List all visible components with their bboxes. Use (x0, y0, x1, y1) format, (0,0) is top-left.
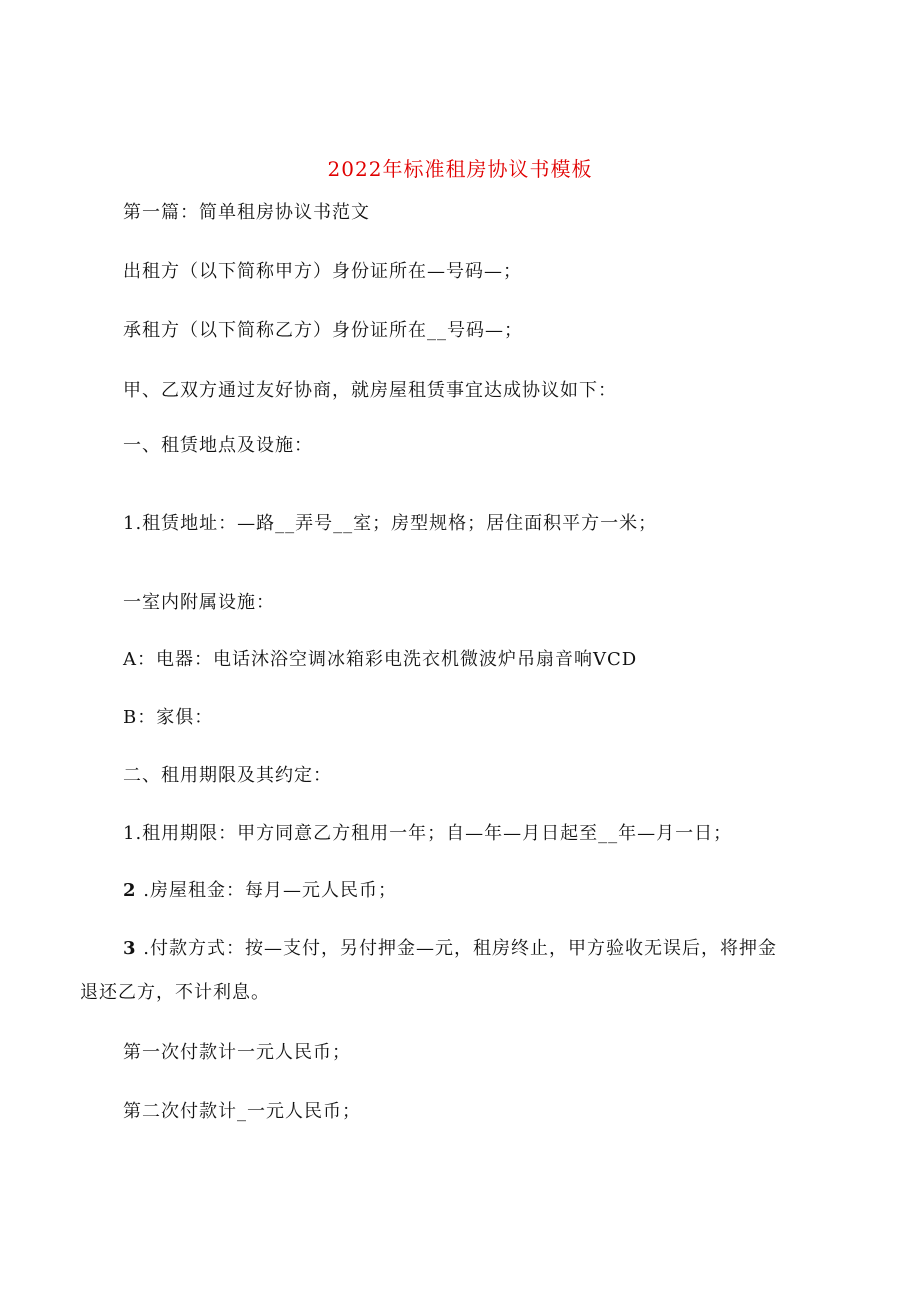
first-payment-line: 第一次付款计一元人民币； (123, 1042, 351, 1063)
appliances-line: A：电器：电话沐浴空调冰箱彩电洗衣机微波炉吊扇音响VCD (123, 649, 638, 670)
lessor-line: 出租方（以下简称甲方）身份证所在—号码—； (123, 261, 522, 282)
agreement-intro: 甲、乙双方通过友好协商，就房屋租赁事宜达成协议如下： (123, 380, 617, 401)
document-title: 2022年标准租房协议书模板 (327, 157, 593, 181)
facilities-heading: 一室内附属设施： (123, 592, 275, 613)
payment-method-line (123, 936, 777, 962)
item-number: 2 (123, 880, 137, 901)
second-payment-line: 第二次付款计_一元人民币； (123, 1101, 361, 1122)
payment-text: 付款方式：按—支付，另付押金—元，租房终止，甲方验收无误后，将押金 (149, 938, 777, 959)
item-dot: . (136, 938, 150, 959)
rental-address: 1.租赁地址：—路__弄号__室；房型规格；居住面积平方一米； (123, 513, 658, 534)
item-number: 3 (123, 938, 137, 959)
lease-term-line: 1.租用期限：甲方同意乙方租用一年；自—年—月日起至__年—月一日； (123, 823, 733, 844)
clause-2-heading: 二、租用期限及其约定： (123, 765, 332, 786)
lessee-line: 承租方（以下简称乙方）身份证所在__号码—； (123, 320, 523, 341)
item-dot: . (136, 880, 150, 901)
rent-line (123, 878, 397, 904)
payment-continuation: 退还乙方，不计利息。 (80, 982, 270, 1003)
section-heading: 第一篇：简单租房协议书范文 (123, 202, 370, 223)
clause-1-heading: 一、租赁地点及设施： (123, 435, 313, 456)
furniture-line: B：家俱： (123, 707, 214, 728)
rent-text: 房屋租金：每月—元人民币； (149, 880, 397, 901)
